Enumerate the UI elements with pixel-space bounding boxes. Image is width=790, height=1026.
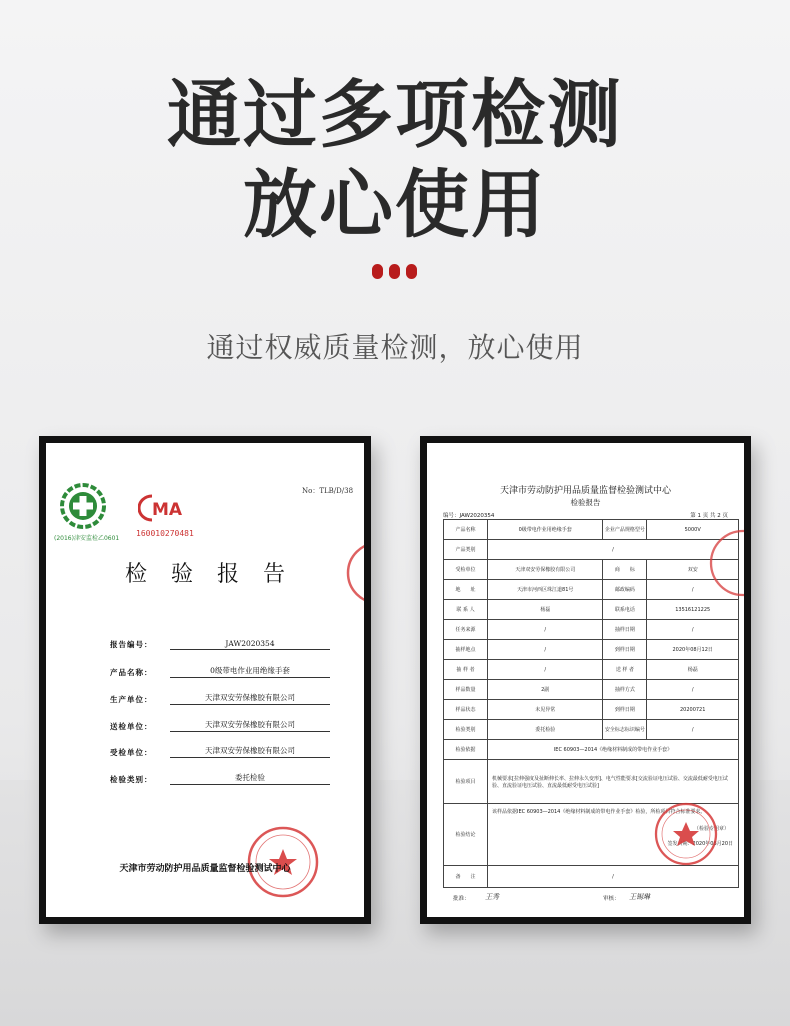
table-row xyxy=(444,540,739,560)
edge-seal-icon xyxy=(346,538,364,608)
table-cell: 双安 xyxy=(647,560,739,580)
certificate-left-frame xyxy=(39,436,371,924)
red-seal-icon xyxy=(653,801,719,867)
table-cell: 抽 样 者 xyxy=(444,660,488,680)
table-cell: 产品名称 xyxy=(444,520,488,540)
field-label: 报告编号： xyxy=(110,640,153,649)
field-inspection-type xyxy=(110,772,330,785)
conclusion-seal-note: （检验专用章） xyxy=(693,826,729,832)
table-row xyxy=(444,560,739,580)
issuing-organization: 天津市劳动防护用品质量监督检验测试中心 xyxy=(119,864,291,874)
cma-text: MA xyxy=(152,500,183,520)
certificate-right-frame xyxy=(420,436,751,924)
table-cell: 天津双安劳保橡胶有限公司 xyxy=(488,560,603,580)
table-cell: 5000V xyxy=(647,520,739,540)
headline-line1: 通过多项检测 xyxy=(167,72,623,158)
accent-dots xyxy=(372,264,417,279)
table-cell: 抽样日期 xyxy=(603,620,647,640)
field-label: 生产单位： xyxy=(110,695,153,704)
table-cell: 抽样地点 xyxy=(444,640,488,660)
reviewer-label: 审核： xyxy=(603,896,620,902)
table-cell: 备 注 xyxy=(444,866,488,888)
approver-signature: 王秀 xyxy=(485,893,499,901)
conclusion-text: 该样品依据IEC 60903—2014《绝缘材料制成的带电作业手套》检验，所检项目符合标准要求。 xyxy=(492,809,706,815)
table-cell: 产品类别 xyxy=(444,540,488,560)
table-cell: 任务来源 xyxy=(444,620,488,640)
table-cell: 样品数量 xyxy=(444,680,488,700)
table-cell: 检验类别 xyxy=(444,720,488,740)
table-row xyxy=(444,520,739,540)
field-label: 受检单位： xyxy=(110,748,153,757)
table-cell: 送 样 者 xyxy=(603,660,647,680)
table-cell: 联 系 人 xyxy=(444,600,488,620)
table-cell: 委托检验 xyxy=(488,720,603,740)
table-cell: 杨磊 xyxy=(647,660,739,680)
table-cell: 杨磊 xyxy=(488,600,603,620)
table-cell: 检验项目 xyxy=(444,760,488,804)
table-cell: 检验结论 xyxy=(444,804,488,866)
conclusion-date: 签发日期：2020年08月20日 xyxy=(667,841,733,847)
field-value: 委托检验 xyxy=(170,772,330,785)
cma-logo-icon xyxy=(138,493,186,523)
headline-line2: 放心使用 xyxy=(243,162,547,248)
field-producer xyxy=(110,692,330,705)
table-row xyxy=(444,866,739,888)
reviewer-signature: 王锡琳 xyxy=(629,893,650,901)
table-row xyxy=(444,640,739,660)
table-cell: / xyxy=(488,660,603,680)
table-row xyxy=(444,740,739,760)
table-cell: 抽样方式 xyxy=(603,680,647,700)
field-product-name xyxy=(110,665,330,678)
table-cell: 2副 xyxy=(488,680,603,700)
table-cell: 企业产品规格型号 xyxy=(603,520,647,540)
approver-label: 批准： xyxy=(453,896,470,902)
table-cell: / xyxy=(488,540,739,560)
table-row xyxy=(444,580,739,600)
table-cell: / xyxy=(647,580,739,600)
field-value: 天津双安劳保橡胶有限公司 xyxy=(170,692,330,705)
table-cell: 安全标志标识编号 xyxy=(603,720,647,740)
table-cell: 未见异常 xyxy=(488,700,603,720)
table-cell: 受检单位 xyxy=(444,560,488,580)
table-cell: 0级带电作业用绝缘手套 xyxy=(488,520,603,540)
report-number: 编号：JAW2020354 xyxy=(443,513,495,519)
table-row xyxy=(444,660,739,680)
document-number: No：TLB/D/38 xyxy=(302,487,354,495)
table-cell: 邮政编码 xyxy=(603,580,647,600)
certificate-left xyxy=(46,443,364,917)
table-cell: / xyxy=(647,620,739,640)
field-submitter xyxy=(110,719,330,732)
table-cell: / xyxy=(488,640,603,660)
table-cell: / xyxy=(647,720,739,740)
table-cell: 机械要求[拉伸强度及扯断伸长率、拉伸永久变形]、电气性能要求[交流验证电压试验、交流最低耐受电压试验、直流验证电压试验、直流最低耐受电压试验] xyxy=(488,760,739,804)
table-cell: 商 标 xyxy=(603,560,647,580)
field-report-no xyxy=(110,639,330,650)
field-inspected-unit xyxy=(110,745,330,758)
table-cell: / xyxy=(647,680,739,700)
page-indicator: 第 1 页 共 2 页 xyxy=(690,513,728,519)
table-row xyxy=(444,600,739,620)
table-cell: 天津市河西区珠江道81号 xyxy=(488,580,603,600)
field-label: 检验类别： xyxy=(110,775,153,784)
cma-number: 160010270481 xyxy=(136,529,194,538)
report-title: 检验报告 xyxy=(124,562,309,587)
table-cell: 2020年08月12日 xyxy=(647,640,739,660)
table-row xyxy=(444,680,739,700)
table-cell: 到样日期 xyxy=(603,700,647,720)
report-org-title: 天津市劳动防护用品质量监督检验测试中心 xyxy=(499,486,671,496)
table-cell: 到样日期 xyxy=(603,640,647,660)
table-cell: 联系电话 xyxy=(603,600,647,620)
table-cell: 20200721 xyxy=(647,700,739,720)
certificate-right xyxy=(427,443,744,917)
safety-cross-logo-icon xyxy=(60,483,106,529)
table-row xyxy=(444,700,739,720)
field-value: JAW2020354 xyxy=(170,639,330,650)
table-cell: 检验依据 xyxy=(444,740,488,760)
table-cell: 样品状态 xyxy=(444,700,488,720)
table-cell: / xyxy=(488,620,603,640)
field-value: 天津双安劳保橡胶有限公司 xyxy=(170,745,330,758)
edge-seal-icon xyxy=(703,523,744,603)
field-label: 送检单位： xyxy=(110,722,153,731)
field-label: 产品名称： xyxy=(110,668,153,677)
table-cell: IEC 60903—2014《绝缘材料制成的带电作业手套》 xyxy=(488,740,739,760)
table-row xyxy=(444,760,739,804)
field-value: 天津双安劳保橡胶有限公司 xyxy=(170,719,330,732)
table-cell: / xyxy=(488,866,739,888)
table-cell: 地 址 xyxy=(444,580,488,600)
field-value: 0级带电作业用绝缘手套 xyxy=(170,665,330,678)
subtitle: 通过权威质量检测，放心使用 xyxy=(206,331,584,364)
table-row xyxy=(444,620,739,640)
table-row xyxy=(444,720,739,740)
logo-caption: (2016)津安监检乙0601 xyxy=(54,535,120,542)
table-cell: 13516121225 xyxy=(647,600,739,620)
report-subtitle: 检验报告 xyxy=(570,498,601,507)
